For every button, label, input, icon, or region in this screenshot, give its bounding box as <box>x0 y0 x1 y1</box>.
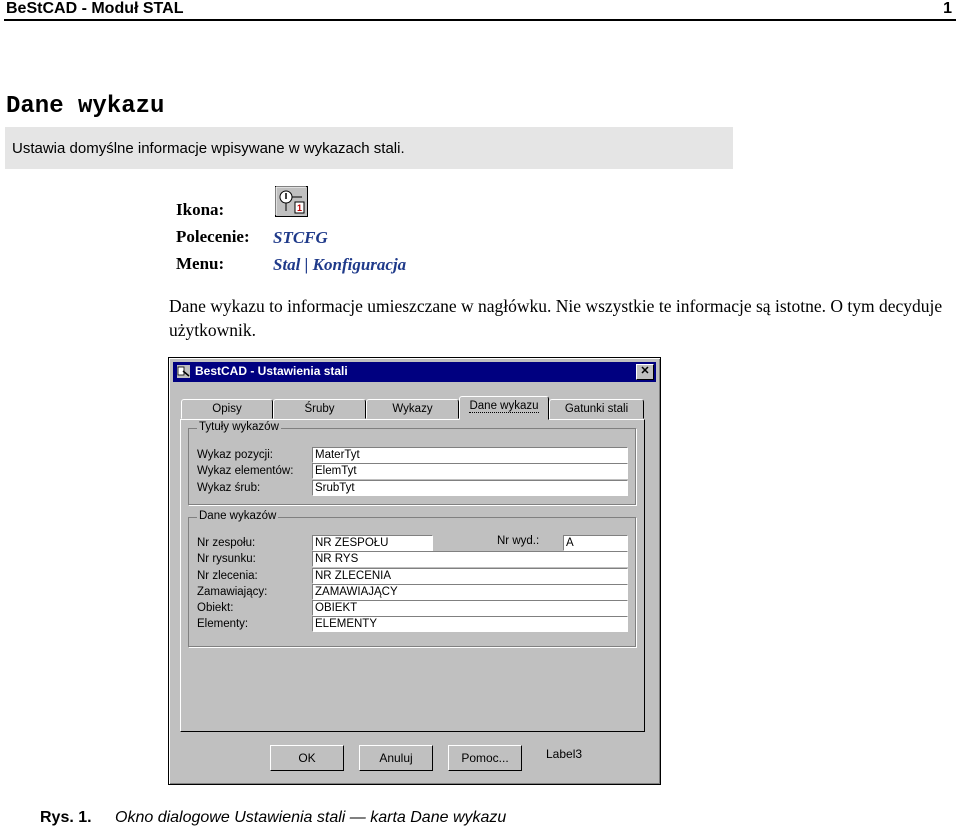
steel-config-icon <box>275 186 308 217</box>
bolt-list-title-input[interactable]: SrubTyt <box>312 480 628 496</box>
tab-label: Opisy <box>212 403 242 415</box>
close-button[interactable] <box>636 364 654 380</box>
tab-label: Dane wykazu <box>469 400 539 412</box>
field-label: Obiekt: <box>197 602 234 614</box>
object-input[interactable]: OBIEKT <box>312 600 628 616</box>
status-label: Label3 <box>546 747 583 761</box>
edition-input[interactable]: A <box>563 535 628 551</box>
tab-label: Śruby <box>304 403 335 415</box>
command-value: STCFG <box>273 228 328 247</box>
section-heading: Dane wykazu <box>6 93 165 120</box>
tab-label: Gatunki stali <box>564 403 629 415</box>
group-list-data-caption: Dane wykazów <box>199 510 277 522</box>
group-titles-caption: Tytuły wykazów <box>199 421 279 433</box>
menu-label-row: Menu: <box>176 254 225 273</box>
figure-caption-text: Okno dialogowe Ustawienia stali — karta Dane wykazu <box>115 809 507 826</box>
menu-value: Stal | Konfiguracja <box>273 255 407 274</box>
page-number: 1 <box>943 0 952 17</box>
app-icon <box>177 365 190 378</box>
field-label: Nr zespołu: <box>197 537 256 549</box>
order-number-input[interactable]: NR ZLECENIA <box>312 568 628 584</box>
cancel-button[interactable]: Anuluj <box>359 745 433 771</box>
figure-number: Rys. 1. <box>40 809 92 826</box>
menu-label: Menu <box>176 254 219 273</box>
dialog-title: BestCAD - Ustawienia stali <box>195 364 348 378</box>
help-button[interactable]: Pomoc... <box>448 745 522 771</box>
element-list-title-input[interactable]: ElemTyt <box>312 463 628 479</box>
group-titles <box>188 421 636 505</box>
edition-label: Nr wyd.: <box>497 535 540 547</box>
position-list-title-input[interactable]: MaterTyt <box>312 447 628 463</box>
summary-banner <box>5 127 733 169</box>
field-label: Wykaz pozycji: <box>197 449 273 461</box>
ok-button[interactable]: OK <box>270 745 344 771</box>
field-label: Zamawiający: <box>197 586 268 598</box>
settings-dialog <box>168 357 661 785</box>
elements-input[interactable]: ELEMENTY <box>312 616 628 632</box>
tab-dane-wykazu[interactable] <box>459 396 549 420</box>
tab-gatunki-stali[interactable] <box>549 399 644 419</box>
document-header-title: BeStCAD - Moduł STAL <box>6 0 184 17</box>
tab-panel <box>180 419 645 732</box>
icon-label: Ikona <box>176 200 219 219</box>
field-label: Elementy: <box>197 618 249 630</box>
drawing-number-input[interactable]: NR RYS <box>312 551 628 567</box>
tab-opisy[interactable] <box>181 399 273 419</box>
field-label: Nr rysunku: <box>197 553 256 565</box>
assembly-number-input[interactable]: NR ZESPOŁU <box>312 535 433 551</box>
figure-caption <box>40 808 507 828</box>
summary-text: Ustawia domyślne informacje wpisywane w wykazach stali. <box>12 140 405 157</box>
group-list-data <box>188 510 636 647</box>
field-label: Wykaz elementów: <box>197 465 294 477</box>
command-label: Polecenie <box>176 227 244 246</box>
close-icon: ✕ <box>640 365 650 377</box>
command-label-row: Polecenie: <box>176 227 250 246</box>
header-divider <box>4 19 956 21</box>
tab-wykazy[interactable] <box>366 399 459 419</box>
client-input[interactable]: ZAMAWIAJĄCY <box>312 584 628 600</box>
dialog-title-bar[interactable] <box>173 362 656 382</box>
tab-sruby[interactable] <box>273 399 366 419</box>
field-label: Wykaz śrub: <box>197 482 261 494</box>
svg-text:1: 1 <box>296 203 303 213</box>
field-label: Nr zlecenia: <box>197 570 258 582</box>
description-paragraph: Dane wykazu to informacje umieszczane w nagłówku. Nie wszystkie te informacje są istotne. O tym decyduje użytkownik. <box>169 296 943 340</box>
icon-label-row: Ikona: <box>176 200 225 219</box>
tab-label: Wykazy <box>392 403 433 415</box>
